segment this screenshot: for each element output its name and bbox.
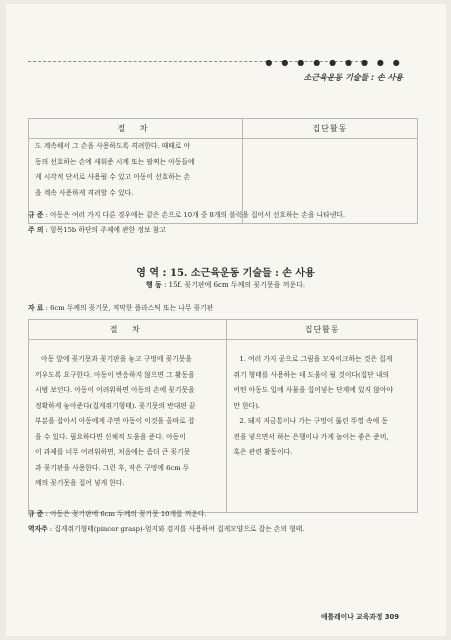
criteria-line bbox=[28, 508, 207, 518]
materials-text: : 6cm 두께의 꽂기못, 적막한 플라스틱 또는 나무 꽂기판 bbox=[43, 304, 214, 312]
procedure-line: 아동 앞에 꽂기못과 꽂기판을 놓고 구멍에 꽂기못을 bbox=[41, 355, 192, 363]
note-label: 주 의 bbox=[28, 226, 44, 234]
criteria-label: 규 준 bbox=[28, 510, 44, 518]
group-activity-line: 전을 넣으면서 하는 은행이나 가게 놀이는 좋은 준비, bbox=[233, 432, 389, 441]
procedure-column-header: 절 차 bbox=[29, 119, 243, 139]
procedure-line: 이 과제를 너무 어려워하면, 처음에는 좀더 큰 꽂기못 bbox=[35, 448, 191, 456]
group-activity-line: 1. 여러 가지 공으로 그림을 모자이크하는 것은 집게 bbox=[239, 355, 393, 363]
procedure-line: 동의 선호하는 손에 새워준 시계 또는 팔찌는 아동들에 bbox=[35, 157, 195, 166]
procedure-line: 과 꽂기판을 사용한다. 그런 후, 작은 구멍에 6cm 두 bbox=[35, 463, 190, 472]
page-footer: 애틀레이나 교육과정 309 bbox=[320, 613, 399, 621]
group-activity-line: 2. 돼지 저금통이나 가는 구멍이 뚫린 뚜껑 속에 동 bbox=[239, 417, 388, 425]
glossary-label: 역자주 bbox=[28, 525, 48, 533]
procedure-line: 을 계속 사용하게 격려할 수 있다. bbox=[35, 188, 134, 197]
procedure-line: 께의 꽂기못을 집어 넣게 한다. bbox=[35, 479, 125, 487]
glossary-text: : 집게쥐기형태(pincer grasp)-엄지와 검지를 사용하여 집게모양으로 잡는 손의 형태. bbox=[47, 525, 305, 533]
procedure-line: 끼우도록 요구한다. 아동이 반응하지 않으면 그 활동을 bbox=[35, 370, 195, 379]
area-label: 영 역 : bbox=[136, 268, 170, 279]
running-header-title: 소근육운동 기술들 : 손 사용 bbox=[303, 73, 403, 82]
group-activity-line: 만 한다). bbox=[233, 401, 261, 410]
procedure-table bbox=[28, 319, 418, 513]
note-text: : 항목15b 하단의 주제에 관한 정보 참고 bbox=[43, 226, 166, 234]
procedure-column-header: 절 차 bbox=[29, 320, 227, 340]
procedure-line: 게 시각적 단서로 사용될 수 있고 아동이 선호하는 손 bbox=[35, 173, 191, 181]
group-activity-cell bbox=[227, 340, 418, 513]
behavior-text: : 15f. 꽂기판에 6cm 두께의 꽂기못을 꺼운다. bbox=[161, 281, 306, 289]
behavior-label: 행 동 bbox=[145, 281, 162, 289]
group-activity-line: 쥐기 형태를 사용하는 데 도움이 될 것이다(집단 내의 bbox=[233, 370, 390, 379]
procedure-line: 시범 보인다. 아동이 어려워하면 아동의 손에 꽂기못을 bbox=[35, 386, 195, 394]
area-heading bbox=[0, 264, 451, 279]
procedure-line: 부분을 잡아서 아동에게 주면 아동이 이것을 올바로 잡 bbox=[35, 417, 195, 425]
criteria-text: : 아동은 여러 가지 다른 경우에는 같은 손으로 10개 중 8개의 블럭을 집어서 선호하는 손을 나타낸다. bbox=[43, 211, 345, 219]
group-activity-line: 어떤 아동도 입에 사물을 집어넣는 단계에 있지 않아야 bbox=[233, 386, 393, 394]
materials-label: 자 료 bbox=[28, 304, 44, 312]
note-line bbox=[28, 224, 166, 234]
criteria-text: : 아동은 꽂기판에 6cm 두께의 꽂기못 10개를 꺼운다. bbox=[43, 510, 207, 518]
procedure-line: 을 수 있다. 필요하다면 신체적 도움을 준다. 아동이 bbox=[35, 432, 186, 441]
group-activity-column-header: 집단활동 bbox=[242, 119, 417, 139]
materials-line bbox=[28, 302, 213, 312]
criteria-label: 규 준 bbox=[28, 211, 44, 219]
behavior-line bbox=[0, 280, 451, 290]
procedure-line: 도 계속해서 그 손을 사용하도록 격려한다. 때때로 아 bbox=[35, 142, 191, 150]
header-dots: ● ● ● ● ● ● ● ● ● bbox=[265, 58, 403, 67]
glossary-line bbox=[28, 523, 305, 533]
criteria-line bbox=[28, 209, 345, 219]
procedure-line: 정확하게 놓아준다(집게쥐기형태). 꽂기못의 반대편 끝 bbox=[35, 401, 196, 410]
group-activity-line: 혹은 관련 활동이다. bbox=[233, 448, 293, 456]
area-title: 15. 소근육운동 기술들 : 손 사용 bbox=[170, 268, 315, 279]
group-activity-column-header: 집단활동 bbox=[227, 320, 418, 340]
procedure-cell bbox=[29, 340, 227, 513]
